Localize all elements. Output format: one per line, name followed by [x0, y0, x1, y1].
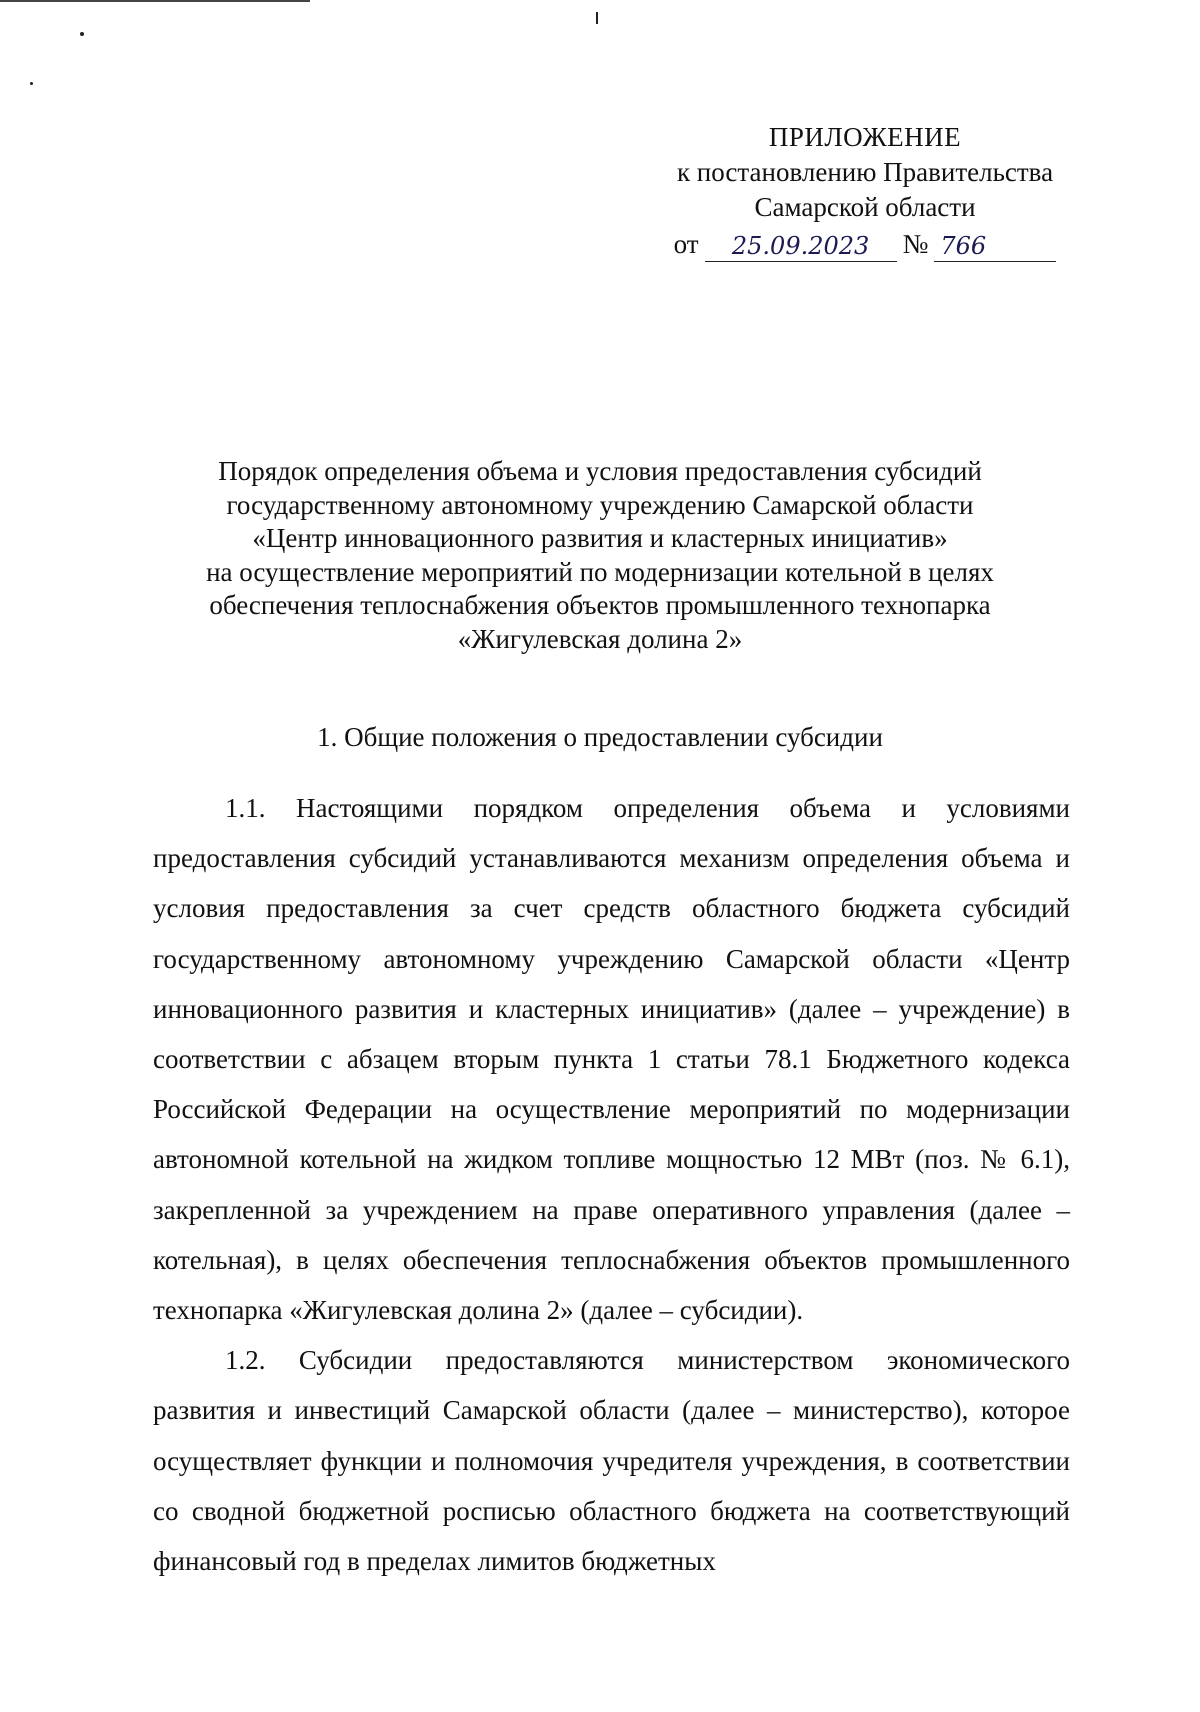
scan-edge-line — [0, 0, 310, 2]
annex-line-region: Самарской области — [754, 192, 976, 222]
handwritten-date: 25.09.2023 — [705, 231, 897, 262]
annex-line-resolution: к постановлению Правительства — [676, 157, 1054, 187]
number-sign: № — [902, 229, 929, 259]
section-heading: 1. Общие положения о предоставлении субсидии — [317, 722, 883, 752]
handwritten-number: 766 — [934, 231, 1056, 262]
annex-date-line — [640, 227, 1090, 262]
title-line: «Жигулевская долина 2» — [457, 623, 743, 654]
scan-speck — [80, 32, 84, 36]
document-title — [150, 455, 1050, 656]
scan-speck — [30, 82, 33, 85]
title-line: обеспечения теплоснабжения объектов промышленного технопарка — [209, 590, 991, 620]
title-line: Порядок определения объема и условия предоставления субсидий — [218, 456, 982, 486]
annex-heading: ПРИЛОЖЕНИЕ — [768, 122, 962, 152]
scan-speck — [596, 12, 598, 24]
annex-block — [640, 120, 1090, 262]
title-line: «Центр инновационного развития и кластерных инициатив» — [252, 523, 948, 553]
title-line: на осуществление мероприятий по модернизации котельной в целях — [206, 556, 994, 587]
title-line: государственному автономному учреждению Самарской области — [226, 489, 974, 520]
paragraph-1-1: 1.1. Настоящими порядком определения объема и условиями предоставления субсидий устанавливаются механизм определения объема и условия предоставления за счет средств областного бюджета субсидий государственному автономному учреждению Самарской области «Центр инновационного развития и кластерных инициатив» (далее – учреждение) в соответствии с абзацем вторым пункта 1 статьи 78.1 Бюджетного кодекса Российской Федерации на осуществление мероприятий по модернизации автономной котельной на жидком топливе мощностью 12 МВт (поз. № 6.1), закрепленной за учреждением на праве оперативного управления (далее – котельная), в целях обеспечения теплоснабжения объектов промышленного технопарка «Жигулевская долина 2» (далее – субсидии). — [153, 793, 1070, 1326]
document-body — [153, 783, 1070, 1586]
date-prefix: от — [673, 229, 699, 259]
paragraph-1-2: 1.2. Субсидии предоставляются министерством экономического развития и инвестиций Самарской области (далее – министерство), которое осуществляет функции и полномочия учредителя учреждения, в соответствии со сводной бюджетной росписью областного бюджета на соответствующий финансовый год в пределах лимитов бюджетных — [153, 1345, 1070, 1577]
